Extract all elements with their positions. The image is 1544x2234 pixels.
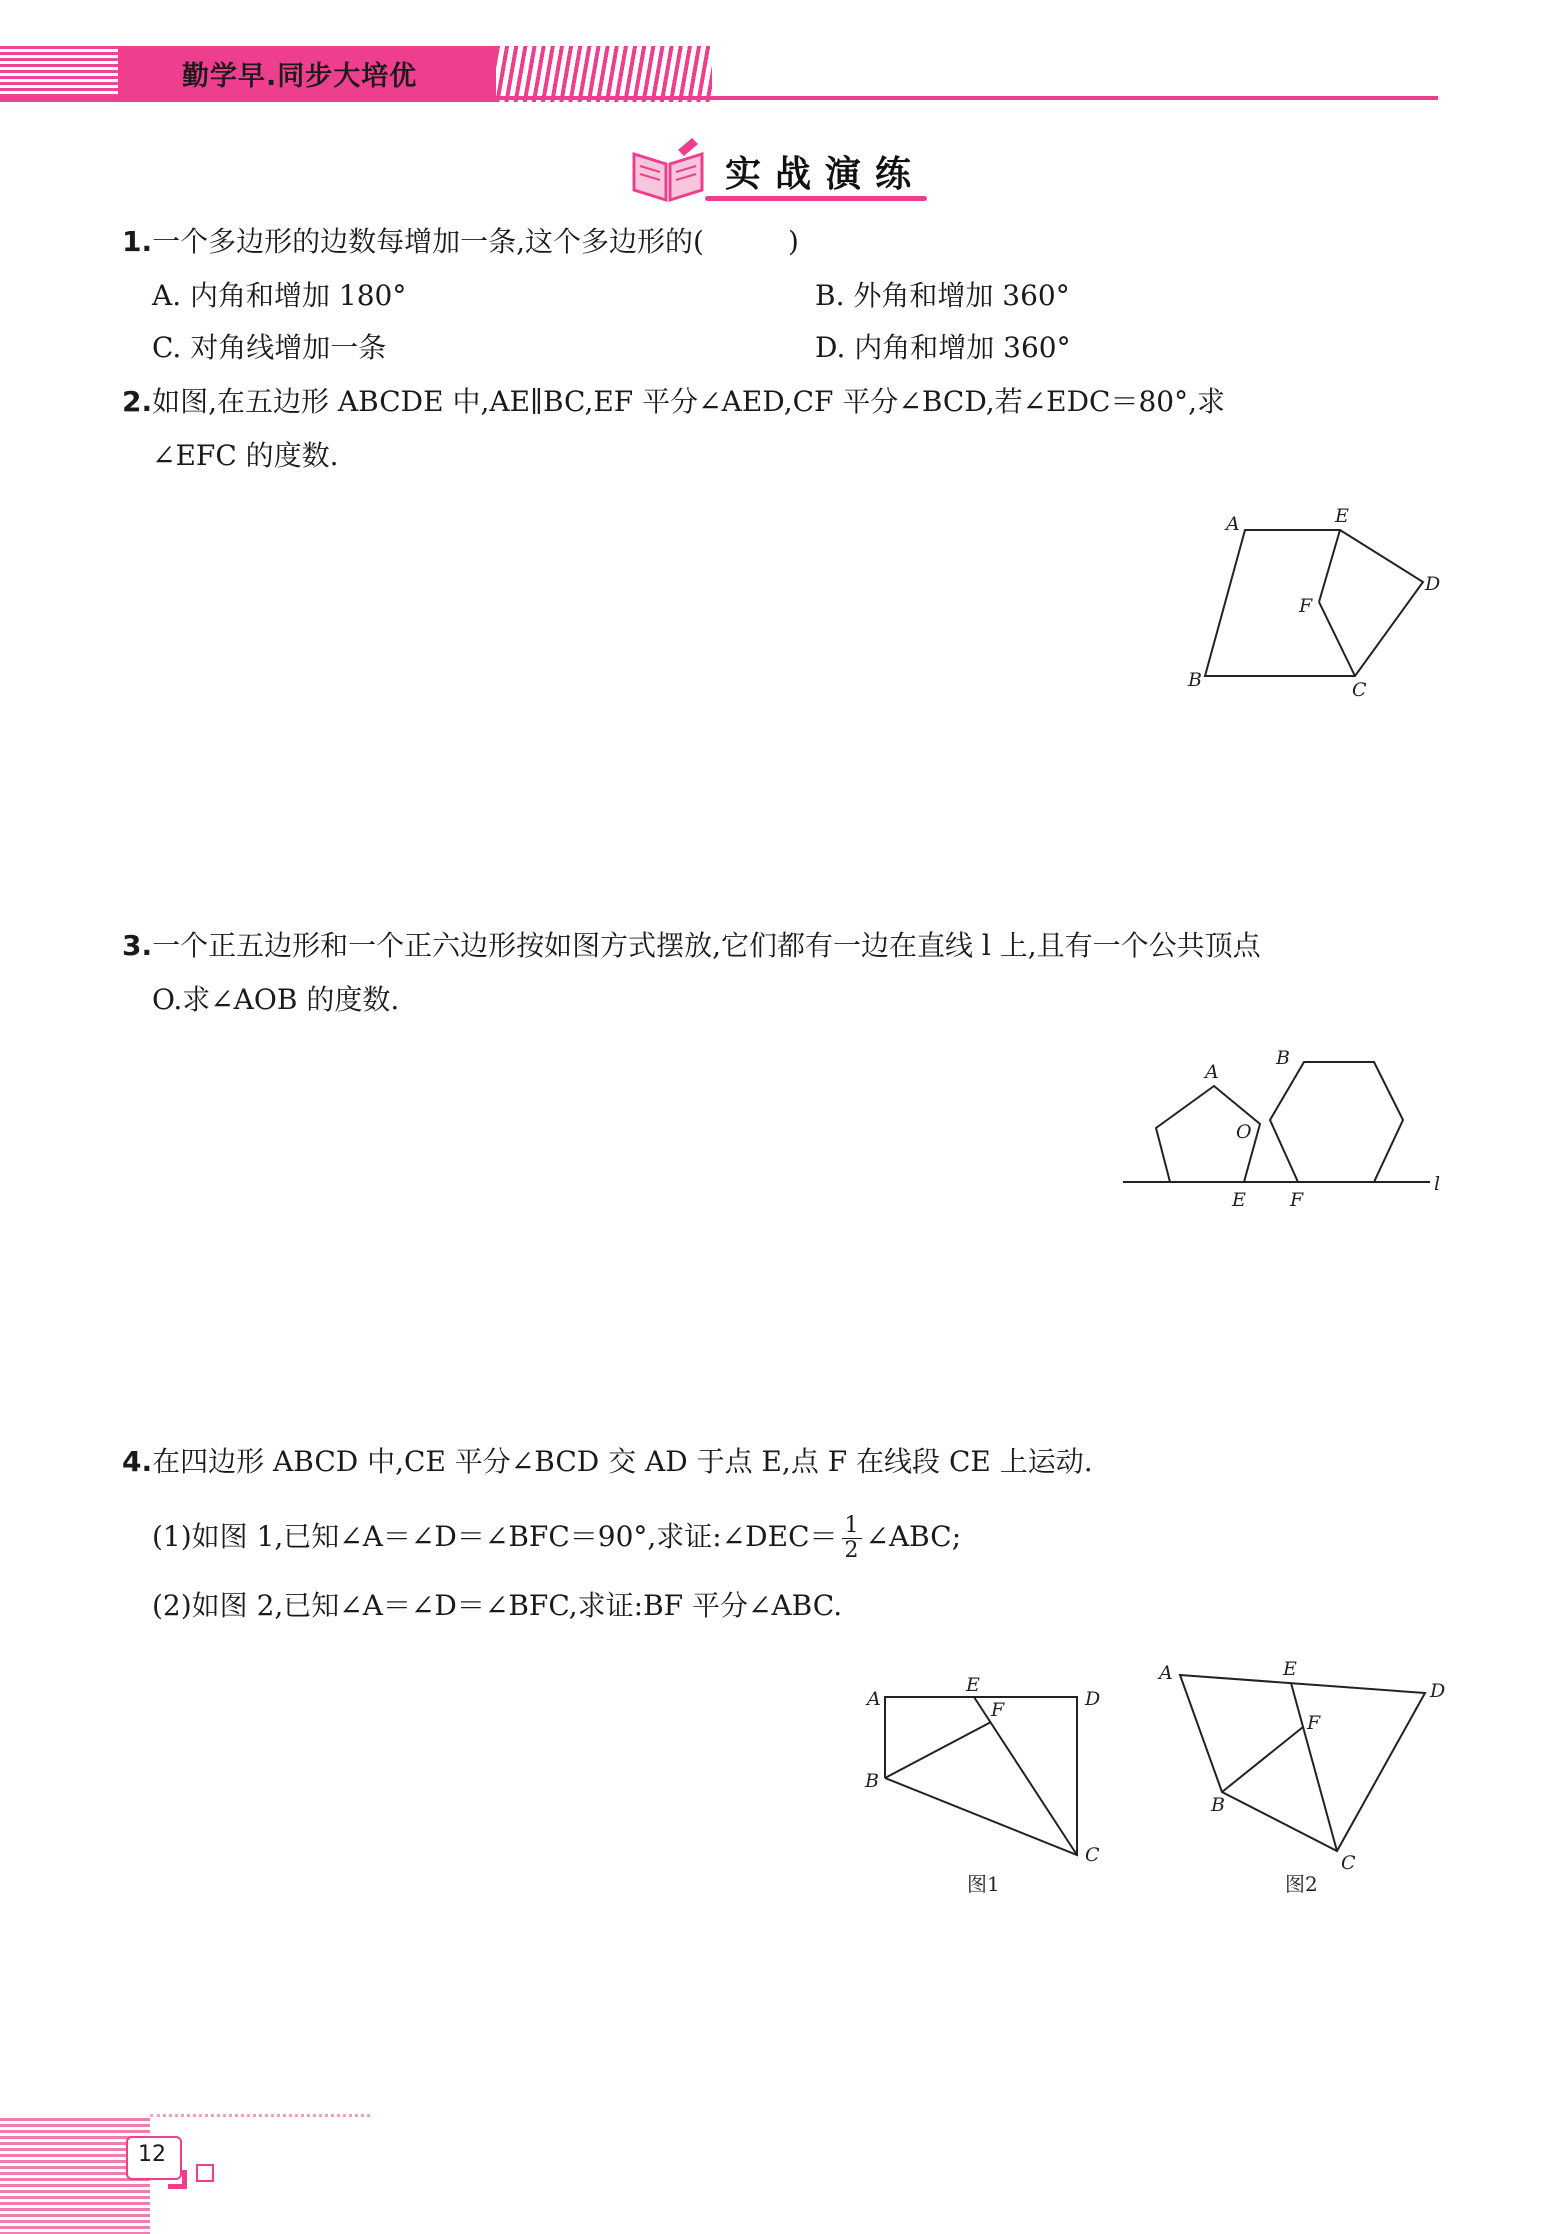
segment-fc — [1319, 602, 1355, 676]
part1-text-end: ∠ABC; — [865, 1520, 962, 1553]
label-f: F — [991, 1699, 1005, 1721]
question-stem: 在四边形 ABCD 中,CE 平分∠BCD 交 AD 于点 E,点 F 在线段 CE 上运动. — [152, 1445, 1093, 1478]
label-e: E — [1283, 1658, 1297, 1680]
book-icon — [628, 136, 708, 204]
label-a: A — [1159, 1662, 1173, 1684]
section-title-underline — [705, 196, 927, 201]
option-a: A. 内角和增加 180° — [152, 279, 407, 312]
pentagon-abcde — [1205, 530, 1423, 676]
header-stripes-left — [0, 46, 118, 102]
label-b: B — [1188, 669, 1202, 691]
question-2 — [122, 382, 1225, 422]
figure-1-caption: 图1 — [967, 1872, 1000, 1896]
label-c: C — [1352, 679, 1367, 701]
quadrilateral-abcd — [1180, 1675, 1425, 1851]
section-title: 实战演练 — [725, 154, 926, 195]
figure-2 — [1155, 1655, 1455, 1905]
label-a: A — [1205, 1061, 1219, 1083]
segment-bf — [885, 1722, 991, 1778]
option-c: C. 对角线增加一条 — [152, 331, 387, 364]
footer-corner-mark — [168, 2170, 187, 2189]
fraction-numerator: 1 — [842, 1514, 862, 1539]
label-a: A — [1226, 513, 1240, 535]
pentagon-hexagon-figure — [1120, 1040, 1450, 1220]
footer-square-mark — [196, 2164, 214, 2182]
question-stem-line2: ∠EFC 的度数. — [152, 439, 339, 472]
page-number: 12 — [138, 2142, 166, 2167]
question-1 — [122, 222, 799, 262]
fraction-one-half — [842, 1514, 862, 1563]
question-4-part-1 — [152, 1514, 961, 1563]
question-3 — [122, 926, 1261, 966]
question-4 — [122, 1442, 1093, 1482]
label-e: E — [1335, 505, 1349, 527]
label-d: D — [1085, 1688, 1101, 1710]
fraction-denominator: 2 — [844, 1538, 859, 1563]
question-number: 1. — [122, 225, 153, 258]
part1-text: (1)如图 1,已知∠A＝∠D＝∠BFC＝90°,求证:∠DEC＝ — [152, 1520, 838, 1553]
label-e: E — [966, 1674, 980, 1696]
label-d: D — [1425, 573, 1441, 595]
figure-2-caption: 图2 — [1285, 1872, 1318, 1896]
label-c: C — [1085, 1844, 1100, 1866]
label-b: B — [1211, 1794, 1225, 1816]
label-f: F — [1290, 1189, 1304, 1211]
label-a: A — [867, 1688, 881, 1710]
header-title: 勤学早.同步大培优 — [182, 61, 418, 92]
segment-ec — [1291, 1683, 1337, 1851]
label-b: B — [1276, 1047, 1290, 1069]
header-rule — [0, 96, 1438, 100]
question-number: 4. — [122, 1445, 153, 1478]
option-b: B. 外角和增加 360° — [815, 279, 1070, 312]
regular-hexagon — [1270, 1062, 1403, 1182]
footer-dotted-rule — [150, 2114, 370, 2117]
question-stem: 一个多边形的边数每增加一条,这个多边形的( ) — [152, 225, 799, 258]
figure-1 — [855, 1665, 1115, 1905]
label-o: O — [1236, 1121, 1252, 1143]
label-l: l — [1434, 1173, 1441, 1195]
label-e: E — [1232, 1189, 1246, 1211]
segment-bf — [1222, 1727, 1303, 1792]
question-number: 2. — [122, 385, 153, 418]
segment-ec — [974, 1697, 1077, 1855]
header-stripes-right — [496, 46, 712, 102]
question-4-part-2: (2)如图 2,已知∠A＝∠D＝∠BFC,求证:BF 平分∠ABC. — [152, 1589, 843, 1622]
label-b: B — [865, 1770, 879, 1792]
label-c: C — [1341, 1852, 1356, 1874]
question-number: 3. — [122, 929, 153, 962]
option-d: D. 内角和增加 360° — [815, 331, 1071, 364]
label-f: F — [1307, 1712, 1321, 1734]
question-stem-line1: 一个正五边形和一个正六边形按如图方式摆放,它们都有一边在直线 l 上,且有一个公共顶点 — [152, 929, 1261, 962]
label-f: F — [1299, 595, 1313, 617]
label-d: D — [1430, 1680, 1446, 1702]
segment-ef — [1319, 530, 1340, 602]
question-stem-line1: 如图,在五边形 ABCDE 中,AE∥BC,EF 平分∠AED,CF 平分∠BCD,若∠EDC＝80°,求 — [152, 385, 1225, 418]
question-stem-line2: O.求∠AOB 的度数. — [152, 983, 400, 1016]
quadrilateral-abcd — [885, 1697, 1077, 1855]
pentagon-figure — [1180, 500, 1450, 710]
